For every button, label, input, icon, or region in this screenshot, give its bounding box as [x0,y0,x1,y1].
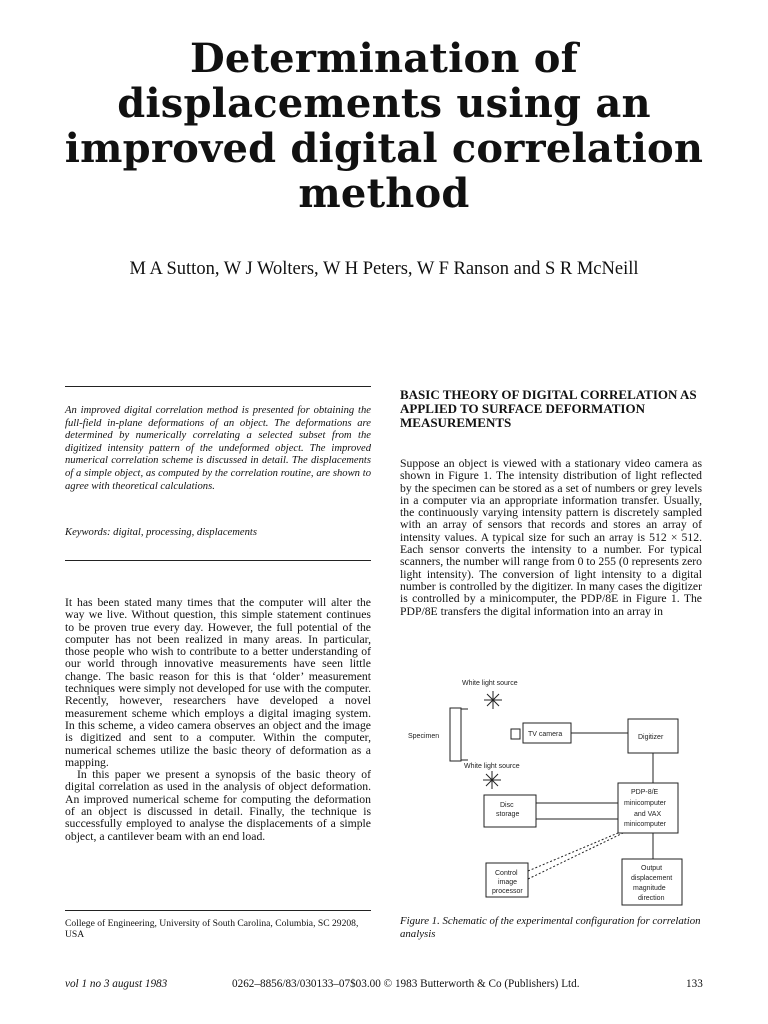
pdp-line: minicomputer [624,821,667,828]
pdp-line: PDP-8/E [631,789,659,796]
figure-caption: Figure 1. Schematic of the experimental configuration for correlation analysis [400,915,701,940]
title-line: method [298,170,470,217]
output-line: direction [638,895,665,902]
pdp-line: minicomputer [624,800,667,807]
title-line: Determination of [189,35,579,82]
paper-title [0,36,768,216]
abstract-top-rule [65,386,371,387]
control-processor-line: image [498,879,518,886]
output-line: Output [641,865,663,872]
title-line: improved digital correlation [64,125,704,172]
white-light-source-top-label: White light source [462,680,518,687]
output-line: magnitude [633,885,666,892]
control-processor-line: Control [495,870,518,877]
pdp-line: and VAX [634,811,662,818]
intro-paragraph: In this paper we present a synopsis of the basic theory of digital correlation as used in the analysis of object deformation. An improved numerical scheme for computing the deformation of an object is discussed in detail. Finally, the technique is successfully employed to analyse the displacements of a simple object, a cantilever beam with an end load. [65,768,371,843]
authors: M A Sutton, W J Wolters, W H Peters, W F Ranson and S R McNeill [129,259,639,279]
title-line: displacements using an [117,80,651,127]
disc-storage-line: storage [496,811,520,818]
affiliation: College of Engineering, University of South Carolina, Columbia, SC 29208, USA [65,918,359,940]
keywords: Keywords: digital, processing, displacements [65,527,257,538]
introduction [65,597,371,843]
section-heading: BASIC THEORY OF DIGITAL CORRELATION AS APPLIED TO SURFACE DEFORMATION MEASUREMENTS [400,387,697,430]
section-body [400,458,702,618]
output-line: displacement [631,875,673,882]
section-paragraph: Suppose an object is viewed with a stationary video camera as shown in Figure 1. The intensity distribution of light reflected by the specimen can be stored as a set of numbers or grey levels in a computer via an appropriate information transfer. Usually, the continuously varying intensity pattern is discretely sampled with an array of sensors that records and stores an array of intensity values. A typical size for such an array is 512 × 512. Each sensor converts the intensity to a number. For typical scanners, the number will range from 0 to 255 (0 represents zero light intensity). The conversion of light intensity to a digital number is controlled by the digitizer. In many cases the digitizer is controlled by a minicomputer, the PDP/8E in Figure 1. The PDP/8E transfers the digital information into an array in [400,457,702,618]
abstract-bottom-rule [65,560,371,561]
digitizer-label: Digitizer [638,734,664,741]
disc-storage-line: Disc [500,802,514,809]
footer-volume: vol 1 no 3 august 1983 [65,978,168,990]
light-source-top-icon [484,691,502,709]
control-processor-line: processor [492,888,523,895]
affiliation-rule [65,910,371,911]
figure-1-schematic [400,673,710,908]
page-number: 133 [686,978,703,990]
specimen-label: Specimen [408,733,440,740]
footer-code: 0262–8856/83/030133–07$03.00 © 1983 Butterworth & Co (Publishers) Ltd. [232,978,580,990]
tv-camera-label: TV camera [528,731,563,738]
camera-lens [511,729,520,739]
abstract: An improved digital correlation method is presented for obtaining the full-field in-plane deformations of an object. The deformations are determined by numerically correlating a selected subset from the digitized intensity pattern of the undeformed object. The improved numerical correlation scheme is discussed in detail. The displacements of a simple object, as computed by the correlation routine, are shown to agree with theoretical calculations. [65,405,371,492]
specimen-block [450,708,461,761]
intro-paragraph: It has been stated many times that the computer will alter the way we live. Without question, this simple statement continues to be proven true every day. However, the full potential of the computer has not been realized in many areas. In particular, those people who wish to contribute to a better understanding of our world through innovative measurements have seen little change. The basic reason for this is that ‘older’ measurement techniques were simply not developed for use with the computer. Recently, however, researchers have developed a novel measurement scheme which employs a digital imaging system. In this scheme, a video camera observes an object and the image is digitized and sent to a computer. Within the computer, numerical schemes utilize the basic theory of deformation as a mapping. [65,596,371,769]
light-source-mid-icon [483,771,501,789]
white-light-source-mid-label: White light source [464,763,520,770]
